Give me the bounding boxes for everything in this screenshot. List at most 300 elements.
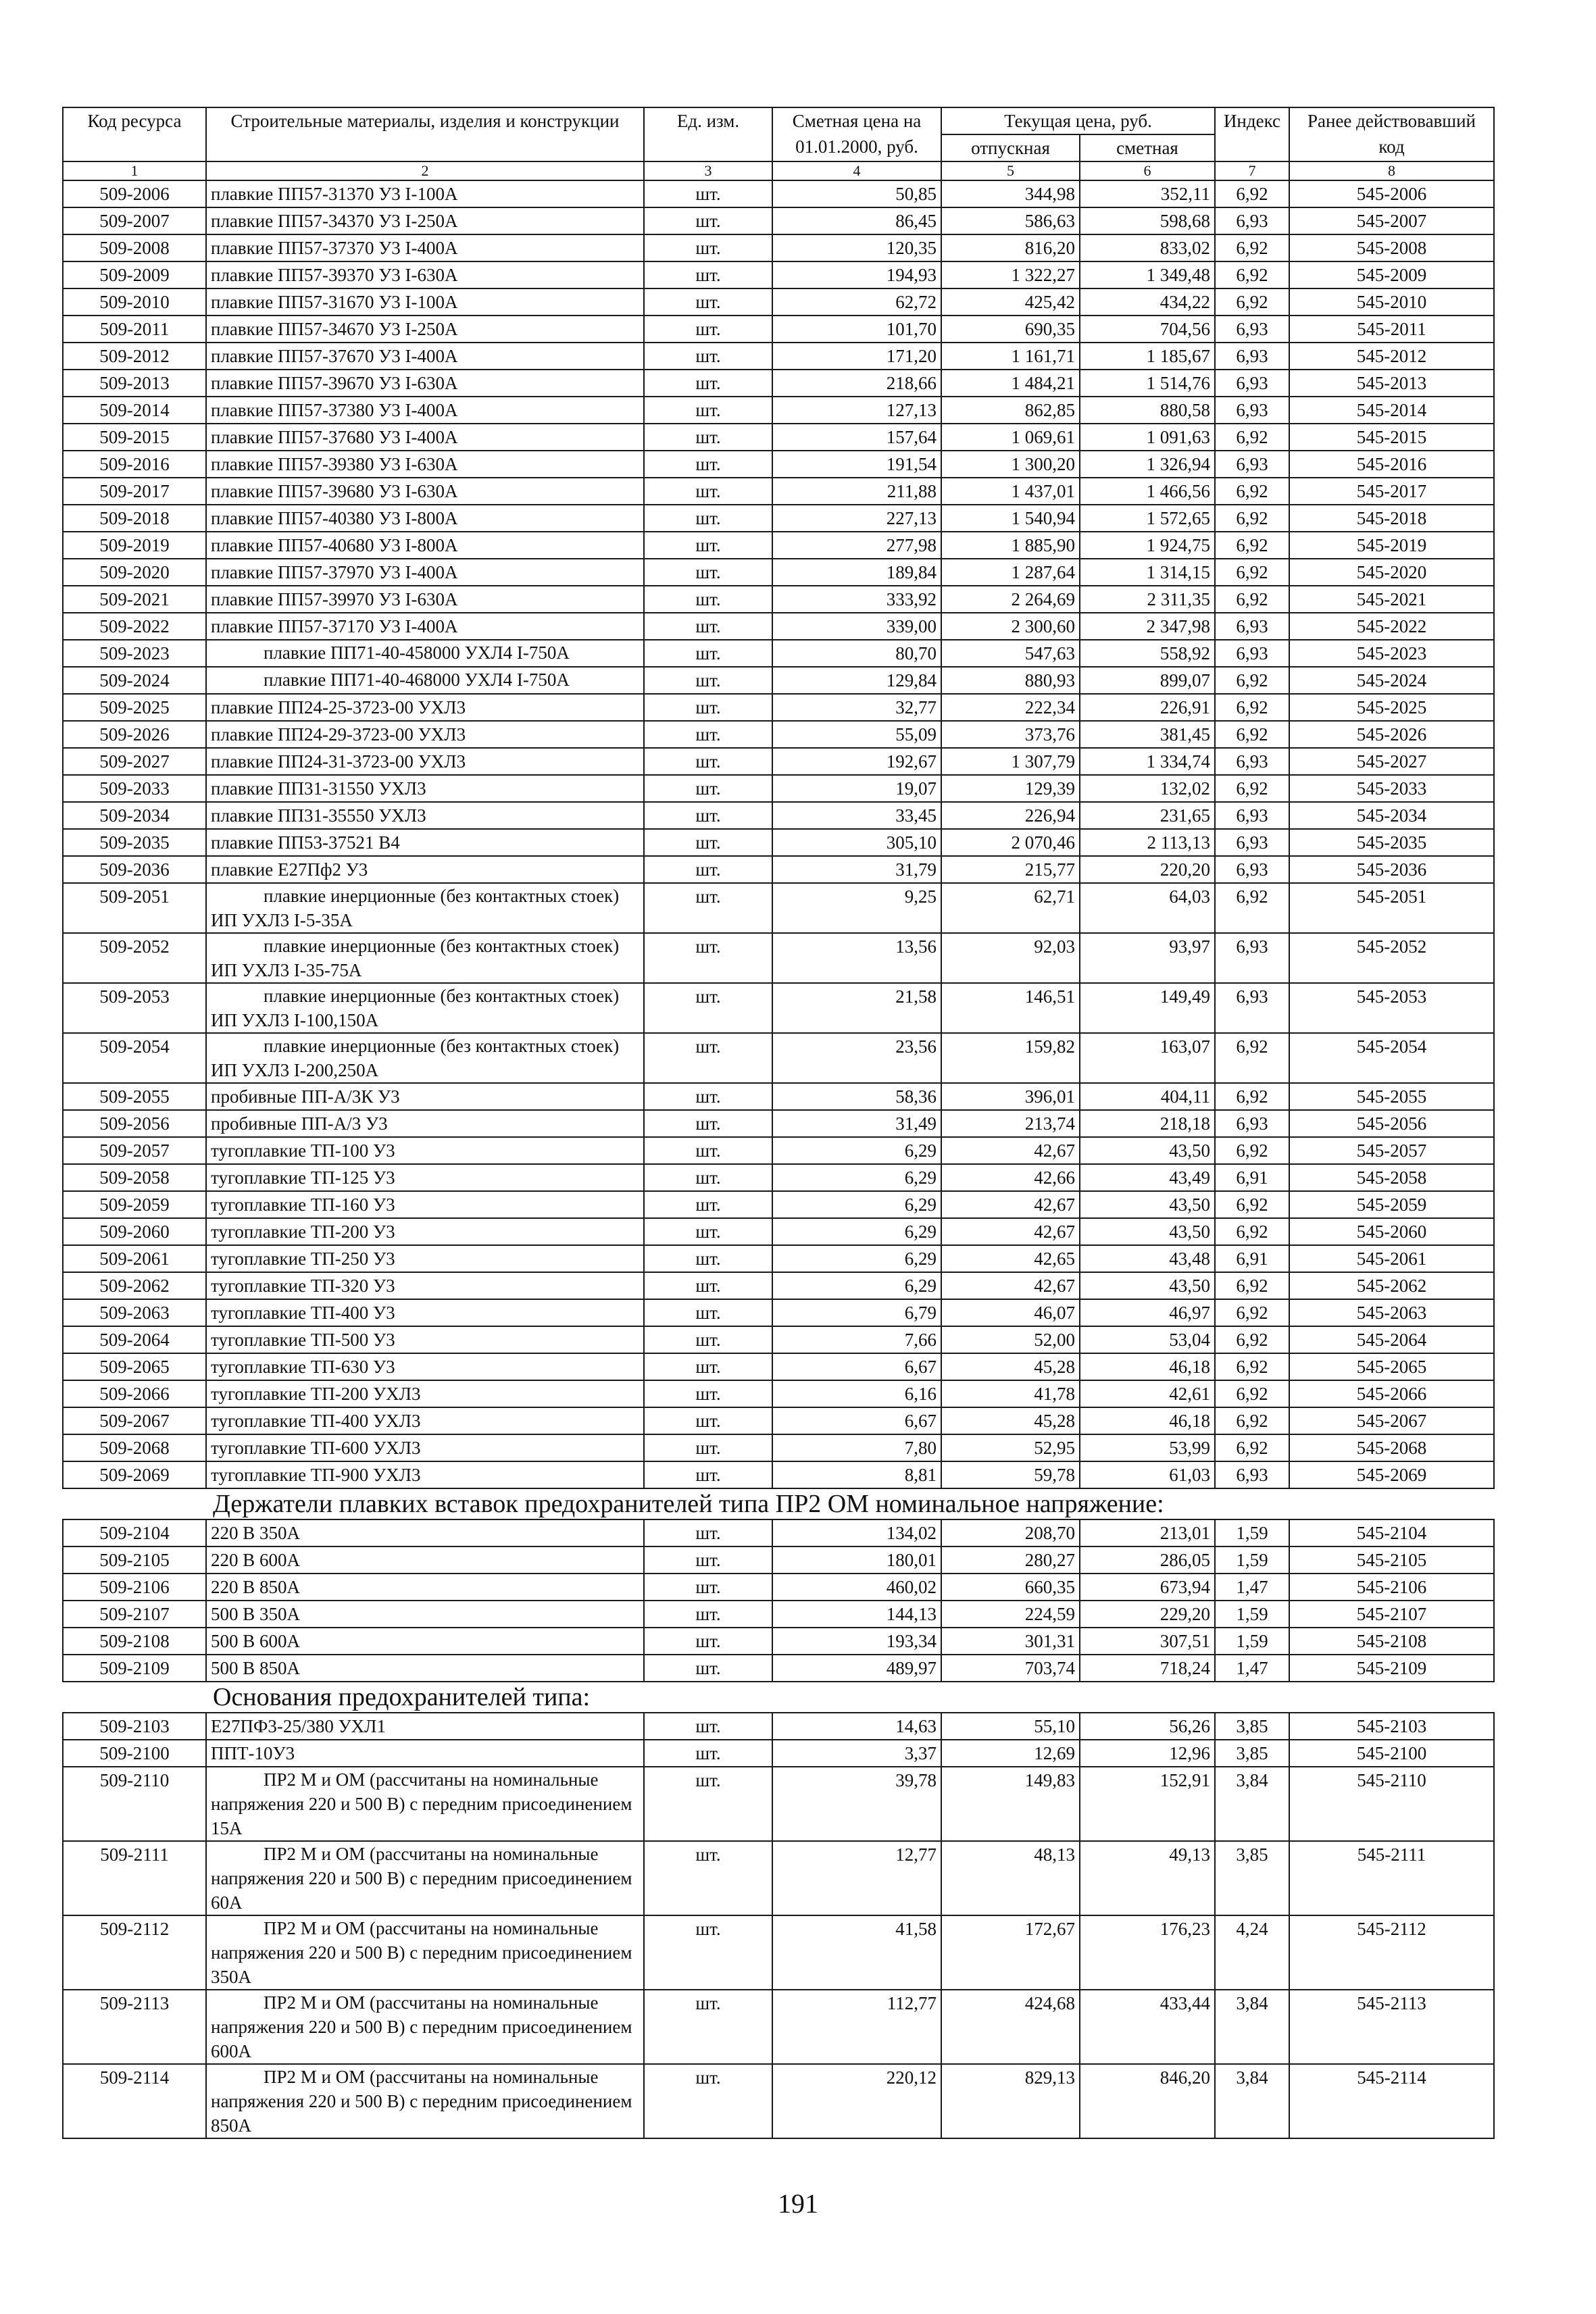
price-table-sheet: [62, 107, 1493, 2139]
index-cell: 1,59: [1215, 1601, 1289, 1628]
base-price-cell: 6,29: [772, 1191, 941, 1218]
estimate-price-cell: 1 514,76: [1080, 370, 1215, 397]
table-row: [63, 883, 1494, 933]
resource-code: 509-2114: [63, 2064, 206, 2138]
estimate-price-cell: 404,11: [1080, 1083, 1215, 1110]
table-row: [63, 288, 1494, 316]
material-name: плавкие ПП57-37670 У3 I-400А: [206, 343, 644, 370]
release-price-cell: 1 484,21: [941, 370, 1080, 397]
estimate-price-cell: 704,56: [1080, 316, 1215, 343]
prev-code-cell: 545-2066: [1289, 1380, 1494, 1407]
resource-code: 509-2064: [63, 1326, 206, 1353]
table-row: [63, 694, 1494, 721]
resource-code: 509-2058: [63, 1164, 206, 1191]
header-name: Строительные материалы, изделия и конструкции: [206, 107, 644, 161]
table-row: [63, 316, 1494, 343]
unit-cell: шт.: [644, 288, 772, 316]
prev-code-cell: 545-2064: [1289, 1326, 1494, 1353]
unit-cell: шт.: [644, 1915, 772, 1990]
page-number: 191: [778, 2188, 818, 2219]
table-row: [63, 829, 1494, 856]
resource-code: 509-2063: [63, 1299, 206, 1326]
unit-cell: шт.: [644, 261, 772, 288]
material-name: плавкие ПП57-37380 У3 I-400А: [206, 397, 644, 424]
index-cell: 3,85: [1215, 1841, 1289, 1915]
index-cell: 3,84: [1215, 2064, 1289, 2138]
table-row: [63, 856, 1494, 883]
index-cell: 1,47: [1215, 1655, 1289, 1682]
release-price-cell: 52,95: [941, 1434, 1080, 1461]
release-price-cell: 344,98: [941, 180, 1080, 207]
index-cell: 6,91: [1215, 1164, 1289, 1191]
index-cell: 6,93: [1215, 343, 1289, 370]
table-row: [63, 1245, 1494, 1272]
index-cell: 6,92: [1215, 1326, 1289, 1353]
prev-code-cell: 545-2065: [1289, 1353, 1494, 1380]
header-estimate-price: сметная: [1080, 134, 1215, 161]
index-cell: 6,92: [1215, 586, 1289, 613]
estimate-price-cell: 93,97: [1080, 933, 1215, 983]
material-name: плавкие ПП31-31550 УХЛ3: [206, 775, 644, 802]
base-price-cell: 211,88: [772, 478, 941, 505]
unit-cell: шт.: [644, 1299, 772, 1326]
index-cell: 6,92: [1215, 694, 1289, 721]
base-price-cell: 6,29: [772, 1245, 941, 1272]
prev-code-cell: 545-2006: [1289, 180, 1494, 207]
resource-code: 509-2057: [63, 1137, 206, 1164]
estimate-price-cell: 218,18: [1080, 1110, 1215, 1137]
material-name: тугоплавкие ТП-630 У3: [206, 1353, 644, 1380]
estimate-price-cell: 53,99: [1080, 1434, 1215, 1461]
table-row: [63, 1655, 1494, 1682]
material-name: пробивные ПП-А/3 У3: [206, 1110, 644, 1137]
release-price-cell: 46,07: [941, 1299, 1080, 1326]
index-cell: 6,92: [1215, 180, 1289, 207]
estimate-price-cell: 152,91: [1080, 1767, 1215, 1841]
table-row: [63, 1990, 1494, 2064]
base-price-cell: 80,70: [772, 640, 941, 667]
prev-code-cell: 545-2009: [1289, 261, 1494, 288]
resource-code: 509-2059: [63, 1191, 206, 1218]
table-row: [63, 1083, 1494, 1110]
resource-code: 509-2069: [63, 1461, 206, 1488]
base-price-cell: 7,66: [772, 1326, 941, 1353]
index-cell: 3,85: [1215, 1713, 1289, 1740]
estimate-price-cell: 42,61: [1080, 1380, 1215, 1407]
unit-cell: шт.: [644, 343, 772, 370]
table-row: [63, 1272, 1494, 1299]
table-row: [63, 1546, 1494, 1574]
material-name: 220 В 600А: [206, 1546, 644, 1574]
release-price-cell: 42,67: [941, 1137, 1080, 1164]
estimate-price-cell: 46,18: [1080, 1407, 1215, 1434]
release-price-cell: 52,00: [941, 1326, 1080, 1353]
prev-code-cell: 545-2007: [1289, 207, 1494, 234]
material-name: плавкие ПП31-35550 УХЛ3: [206, 802, 644, 829]
prev-code-cell: 545-2057: [1289, 1137, 1494, 1164]
estimate-price-cell: 434,22: [1080, 288, 1215, 316]
base-price-cell: 305,10: [772, 829, 941, 856]
index-cell: 6,92: [1215, 505, 1289, 532]
base-price-cell: 218,66: [772, 370, 941, 397]
index-cell: 6,93: [1215, 316, 1289, 343]
base-price-cell: 50,85: [772, 180, 941, 207]
estimate-price-cell: 381,45: [1080, 721, 1215, 748]
index-cell: 6,93: [1215, 933, 1289, 983]
table-row: [63, 1033, 1494, 1083]
index-cell: 3,84: [1215, 1990, 1289, 2064]
estimate-price-cell: 1 924,75: [1080, 532, 1215, 559]
material-name: плавкие Е27Пф2 У3: [206, 856, 644, 883]
estimate-price-cell: 880,58: [1080, 397, 1215, 424]
table-row: [63, 1407, 1494, 1434]
material-name: тугоплавкие ТП-100 У3: [206, 1137, 644, 1164]
unit-cell: шт.: [644, 451, 772, 478]
release-price-cell: 373,76: [941, 721, 1080, 748]
material-name: ППТ-10У3: [206, 1740, 644, 1767]
unit-cell: шт.: [644, 1841, 772, 1915]
release-price-cell: 425,42: [941, 288, 1080, 316]
release-price-cell: 55,10: [941, 1713, 1080, 1740]
unit-cell: шт.: [644, 1110, 772, 1137]
material-name: 220 В 350А: [206, 1519, 644, 1546]
resource-code: 509-2100: [63, 1740, 206, 1767]
material-name: плавкие инерционные (без контактных стоек) ИП УХЛ3 I-5-35А: [206, 883, 644, 933]
index-cell: 6,92: [1215, 478, 1289, 505]
table-row: [63, 1740, 1494, 1767]
estimate-price-cell: 132,02: [1080, 775, 1215, 802]
estimate-price-cell: 220,20: [1080, 856, 1215, 883]
table-row: [63, 1218, 1494, 1245]
estimate-price-cell: 53,04: [1080, 1326, 1215, 1353]
resource-code: 509-2011: [63, 316, 206, 343]
index-cell: 1,59: [1215, 1519, 1289, 1546]
material-name: ПР2 М и ОМ (рассчитаны на номинальные напряжения 220 и 500 В) с передним присоединением 15А: [206, 1767, 644, 1841]
table-row: [63, 802, 1494, 829]
material-name: тугоплавкие ТП-400 У3: [206, 1299, 644, 1326]
resource-code: 509-2036: [63, 856, 206, 883]
prev-code-cell: 545-2034: [1289, 802, 1494, 829]
base-price-cell: 6,29: [772, 1137, 941, 1164]
resource-code: 509-2025: [63, 694, 206, 721]
prev-code-cell: 545-2054: [1289, 1033, 1494, 1083]
material-name: плавкие ПП71-40-468000 УХЛ4 I-750А: [206, 667, 644, 694]
material-name: тугоплавкие ТП-200 УХЛ3: [206, 1380, 644, 1407]
index-cell: 6,92: [1215, 1299, 1289, 1326]
table-row: [63, 775, 1494, 802]
estimate-price-cell: 718,24: [1080, 1655, 1215, 1682]
base-price-cell: 460,02: [772, 1574, 941, 1601]
release-price-cell: 159,82: [941, 1033, 1080, 1083]
material-name: Е27ПФ3-25/380 УХЛ1: [206, 1713, 644, 1740]
unit-cell: шт.: [644, 2064, 772, 2138]
index-cell: 6,91: [1215, 1245, 1289, 1272]
unit-cell: шт.: [644, 1191, 772, 1218]
resource-code: 509-2107: [63, 1601, 206, 1628]
resource-code: 509-2019: [63, 532, 206, 559]
table-row: [63, 1326, 1494, 1353]
prev-code-cell: 545-2035: [1289, 829, 1494, 856]
prev-code-cell: 545-2024: [1289, 667, 1494, 694]
unit-cell: шт.: [644, 424, 772, 451]
table-row: [63, 505, 1494, 532]
table-row: [63, 1461, 1494, 1488]
resource-code: 509-2108: [63, 1628, 206, 1655]
prev-code-cell: 545-2105: [1289, 1546, 1494, 1574]
resource-code: 509-2010: [63, 288, 206, 316]
release-price-cell: 2 070,46: [941, 829, 1080, 856]
prev-code-cell: 545-2100: [1289, 1740, 1494, 1767]
material-name: ПР2 М и ОМ (рассчитаны на номинальные напряжения 220 и 500 В) с передним присоединением 60А: [206, 1841, 644, 1915]
release-price-cell: 1 307,79: [941, 748, 1080, 775]
base-price-cell: 489,97: [772, 1655, 941, 1682]
resource-code: 509-2017: [63, 478, 206, 505]
base-price-cell: 6,29: [772, 1164, 941, 1191]
material-name: плавкие ПП57-37680 У3 I-400А: [206, 424, 644, 451]
table-row: [63, 933, 1494, 983]
prev-code-cell: 545-2022: [1289, 613, 1494, 640]
material-name: тугоплавкие ТП-200 У3: [206, 1218, 644, 1245]
base-price-cell: 101,70: [772, 316, 941, 343]
unit-cell: шт.: [644, 694, 772, 721]
index-cell: 6,92: [1215, 1272, 1289, 1299]
material-name: 500 В 350А: [206, 1601, 644, 1628]
estimate-price-cell: 352,11: [1080, 180, 1215, 207]
prev-code-cell: 545-2068: [1289, 1434, 1494, 1461]
unit-cell: шт.: [644, 1990, 772, 2064]
unit-cell: шт.: [644, 667, 772, 694]
table-row: [63, 1519, 1494, 1546]
table-row: [63, 640, 1494, 667]
base-price-cell: 189,84: [772, 559, 941, 586]
prev-code-cell: 545-2023: [1289, 640, 1494, 667]
release-price-cell: 880,93: [941, 667, 1080, 694]
prev-code-cell: 545-2025: [1289, 694, 1494, 721]
material-name: плавкие инерционные (без контактных стоек) ИП УХЛ3 I-200,250А: [206, 1033, 644, 1083]
material-name: плавкие ПП57-40380 У3 I-800А: [206, 505, 644, 532]
estimate-price-cell: 46,18: [1080, 1353, 1215, 1380]
unit-cell: шт.: [644, 1353, 772, 1380]
index-cell: 6,92: [1215, 424, 1289, 451]
release-price-cell: 222,34: [941, 694, 1080, 721]
prev-code-cell: 545-2017: [1289, 478, 1494, 505]
prev-code-cell: 545-2051: [1289, 883, 1494, 933]
estimate-price-cell: 846,20: [1080, 2064, 1215, 2138]
resource-code: 509-2009: [63, 261, 206, 288]
unit-cell: шт.: [644, 1767, 772, 1841]
resource-code: 509-2106: [63, 1574, 206, 1601]
resource-code: 509-2022: [63, 613, 206, 640]
table-row: [63, 424, 1494, 451]
section-title: Держатели плавких вставок предохранителей типа ПР2 ОМ номинальное напряжение:: [63, 1488, 1494, 1519]
table-row: [63, 370, 1494, 397]
base-price-cell: 7,80: [772, 1434, 941, 1461]
release-price-cell: 586,63: [941, 207, 1080, 234]
unit-cell: шт.: [644, 802, 772, 829]
table-row: [63, 1191, 1494, 1218]
header-unit: Ед. изм.: [644, 107, 772, 161]
release-price-cell: 862,85: [941, 397, 1080, 424]
base-price-cell: 13,56: [772, 933, 941, 983]
release-price-cell: 172,67: [941, 1915, 1080, 1990]
index-cell: 6,92: [1215, 1218, 1289, 1245]
resource-code: 509-2113: [63, 1990, 206, 2064]
index-cell: 6,92: [1215, 1083, 1289, 1110]
index-cell: 6,93: [1215, 1461, 1289, 1488]
estimate-price-cell: 213,01: [1080, 1519, 1215, 1546]
column-number: 4: [772, 161, 941, 180]
material-name: тугоплавкие ТП-400 УХЛ3: [206, 1407, 644, 1434]
prev-code-cell: 545-2060: [1289, 1218, 1494, 1245]
resource-code: 509-2060: [63, 1218, 206, 1245]
unit-cell: шт.: [644, 1655, 772, 1682]
material-name: тугоплавкие ТП-600 УХЛ3: [206, 1434, 644, 1461]
release-price-cell: 45,28: [941, 1353, 1080, 1380]
index-cell: 6,93: [1215, 1110, 1289, 1137]
resource-code: 509-2008: [63, 234, 206, 261]
base-price-cell: 191,54: [772, 451, 941, 478]
material-name: ПР2 М и ОМ (рассчитаны на номинальные напряжения 220 и 500 В) с передним присоединением 850А: [206, 2064, 644, 2138]
table-row: [63, 1353, 1494, 1380]
release-price-cell: 215,77: [941, 856, 1080, 883]
material-name: плавкие ПП24-29-3723-00 УХЛ3: [206, 721, 644, 748]
prev-code-cell: 545-2010: [1289, 288, 1494, 316]
index-cell: 6,93: [1215, 829, 1289, 856]
material-name: плавкие ПП57-39680 У3 I-630А: [206, 478, 644, 505]
unit-cell: шт.: [644, 983, 772, 1033]
prev-code-cell: 545-2012: [1289, 343, 1494, 370]
index-cell: 1,59: [1215, 1628, 1289, 1655]
resource-code: 509-2103: [63, 1713, 206, 1740]
estimate-price-cell: 598,68: [1080, 207, 1215, 234]
unit-cell: шт.: [644, 1164, 772, 1191]
base-price-cell: 62,72: [772, 288, 941, 316]
resource-code: 509-2104: [63, 1519, 206, 1546]
release-price-cell: 1 287,64: [941, 559, 1080, 586]
unit-cell: шт.: [644, 1137, 772, 1164]
estimate-price-cell: 2 347,98: [1080, 613, 1215, 640]
material-name: плавкие ПП57-39380 У3 I-630А: [206, 451, 644, 478]
table-row: [63, 1713, 1494, 1740]
index-cell: 6,93: [1215, 397, 1289, 424]
material-name: тугоплавкие ТП-125 У3: [206, 1164, 644, 1191]
index-cell: 6,93: [1215, 856, 1289, 883]
table-row: [63, 667, 1494, 694]
base-price-cell: 194,93: [772, 261, 941, 288]
table-row: [63, 397, 1494, 424]
base-price-cell: 277,98: [772, 532, 941, 559]
unit-cell: шт.: [644, 207, 772, 234]
column-number-row: [63, 161, 1494, 180]
unit-cell: шт.: [644, 748, 772, 775]
material-name: плавкие ПП71-40-458000 УХЛ4 I-750А: [206, 640, 644, 667]
base-price-cell: 180,01: [772, 1546, 941, 1574]
base-price-cell: 144,13: [772, 1601, 941, 1628]
fuse-inserts-body: [63, 180, 1494, 1488]
release-price-cell: 547,63: [941, 640, 1080, 667]
material-name: тугоплавкие ТП-500 У3: [206, 1326, 644, 1353]
material-name: ПР2 М и ОМ (рассчитаны на номинальные напряжения 220 и 500 В) с передним присоединением 350А: [206, 1915, 644, 1990]
header-base-price: Сметная цена на 01.01.2000, руб.: [772, 107, 941, 161]
release-price-cell: 42,67: [941, 1272, 1080, 1299]
estimate-price-cell: 833,02: [1080, 234, 1215, 261]
unit-cell: шт.: [644, 532, 772, 559]
table-row: [63, 234, 1494, 261]
column-number: 8: [1289, 161, 1494, 180]
base-price-cell: 6,79: [772, 1299, 941, 1326]
estimate-price-cell: 1 091,63: [1080, 424, 1215, 451]
base-price-cell: 21,58: [772, 983, 941, 1033]
base-price-cell: 192,67: [772, 748, 941, 775]
unit-cell: шт.: [644, 397, 772, 424]
index-cell: 6,92: [1215, 721, 1289, 748]
material-name: плавкие ПП57-31670 У3 I-100А: [206, 288, 644, 316]
index-cell: 6,92: [1215, 667, 1289, 694]
release-price-cell: 213,74: [941, 1110, 1080, 1137]
unit-cell: шт.: [644, 829, 772, 856]
index-cell: 6,93: [1215, 613, 1289, 640]
header-prev-code: Ранее действовавший код: [1289, 107, 1494, 161]
base-price-cell: 14,63: [772, 1713, 941, 1740]
release-price-cell: 1 322,27: [941, 261, 1080, 288]
base-price-cell: 220,12: [772, 2064, 941, 2138]
column-number: 2: [206, 161, 644, 180]
estimate-price-cell: 43,50: [1080, 1191, 1215, 1218]
base-price-cell: 12,77: [772, 1841, 941, 1915]
index-cell: 6,92: [1215, 1191, 1289, 1218]
estimate-price-cell: 43,50: [1080, 1137, 1215, 1164]
prev-code-cell: 545-2067: [1289, 1407, 1494, 1434]
base-price-cell: 31,79: [772, 856, 941, 883]
base-price-cell: 32,77: [772, 694, 941, 721]
estimate-price-cell: 1 334,74: [1080, 748, 1215, 775]
column-number: 1: [63, 161, 206, 180]
prev-code-cell: 545-2015: [1289, 424, 1494, 451]
column-number: 5: [941, 161, 1080, 180]
material-name: ПР2 М и ОМ (рассчитаны на номинальные напряжения 220 и 500 В) с передним присоединением 600А: [206, 1990, 644, 2064]
release-price-cell: 1 437,01: [941, 478, 1080, 505]
unit-cell: шт.: [644, 1574, 772, 1601]
base-price-cell: 339,00: [772, 613, 941, 640]
header-code: Код ресурса: [63, 107, 206, 161]
base-price-cell: 171,20: [772, 343, 941, 370]
prev-code-cell: 545-2108: [1289, 1628, 1494, 1655]
prev-code-cell: 545-2104: [1289, 1519, 1494, 1546]
resource-code: 509-2013: [63, 370, 206, 397]
release-price-cell: 2 300,60: [941, 613, 1080, 640]
unit-cell: шт.: [644, 234, 772, 261]
base-price-cell: 227,13: [772, 505, 941, 532]
unit-cell: шт.: [644, 1407, 772, 1434]
index-cell: 6,92: [1215, 532, 1289, 559]
resource-code: 509-2051: [63, 883, 206, 933]
bases-body: [63, 1713, 1494, 2138]
resource-code: 509-2033: [63, 775, 206, 802]
release-price-cell: 816,20: [941, 234, 1080, 261]
material-name: плавкие ПП57-39670 У3 I-630А: [206, 370, 644, 397]
index-cell: 6,92: [1215, 559, 1289, 586]
table-row: [63, 1915, 1494, 1990]
index-cell: 6,92: [1215, 234, 1289, 261]
release-price-cell: 280,27: [941, 1546, 1080, 1574]
table-row: [63, 451, 1494, 478]
prev-code-cell: 545-2036: [1289, 856, 1494, 883]
table-row: [63, 1841, 1494, 1915]
resource-code: 509-2016: [63, 451, 206, 478]
index-cell: 6,92: [1215, 1380, 1289, 1407]
resource-code: 509-2056: [63, 1110, 206, 1137]
resource-code: 509-2105: [63, 1546, 206, 1574]
